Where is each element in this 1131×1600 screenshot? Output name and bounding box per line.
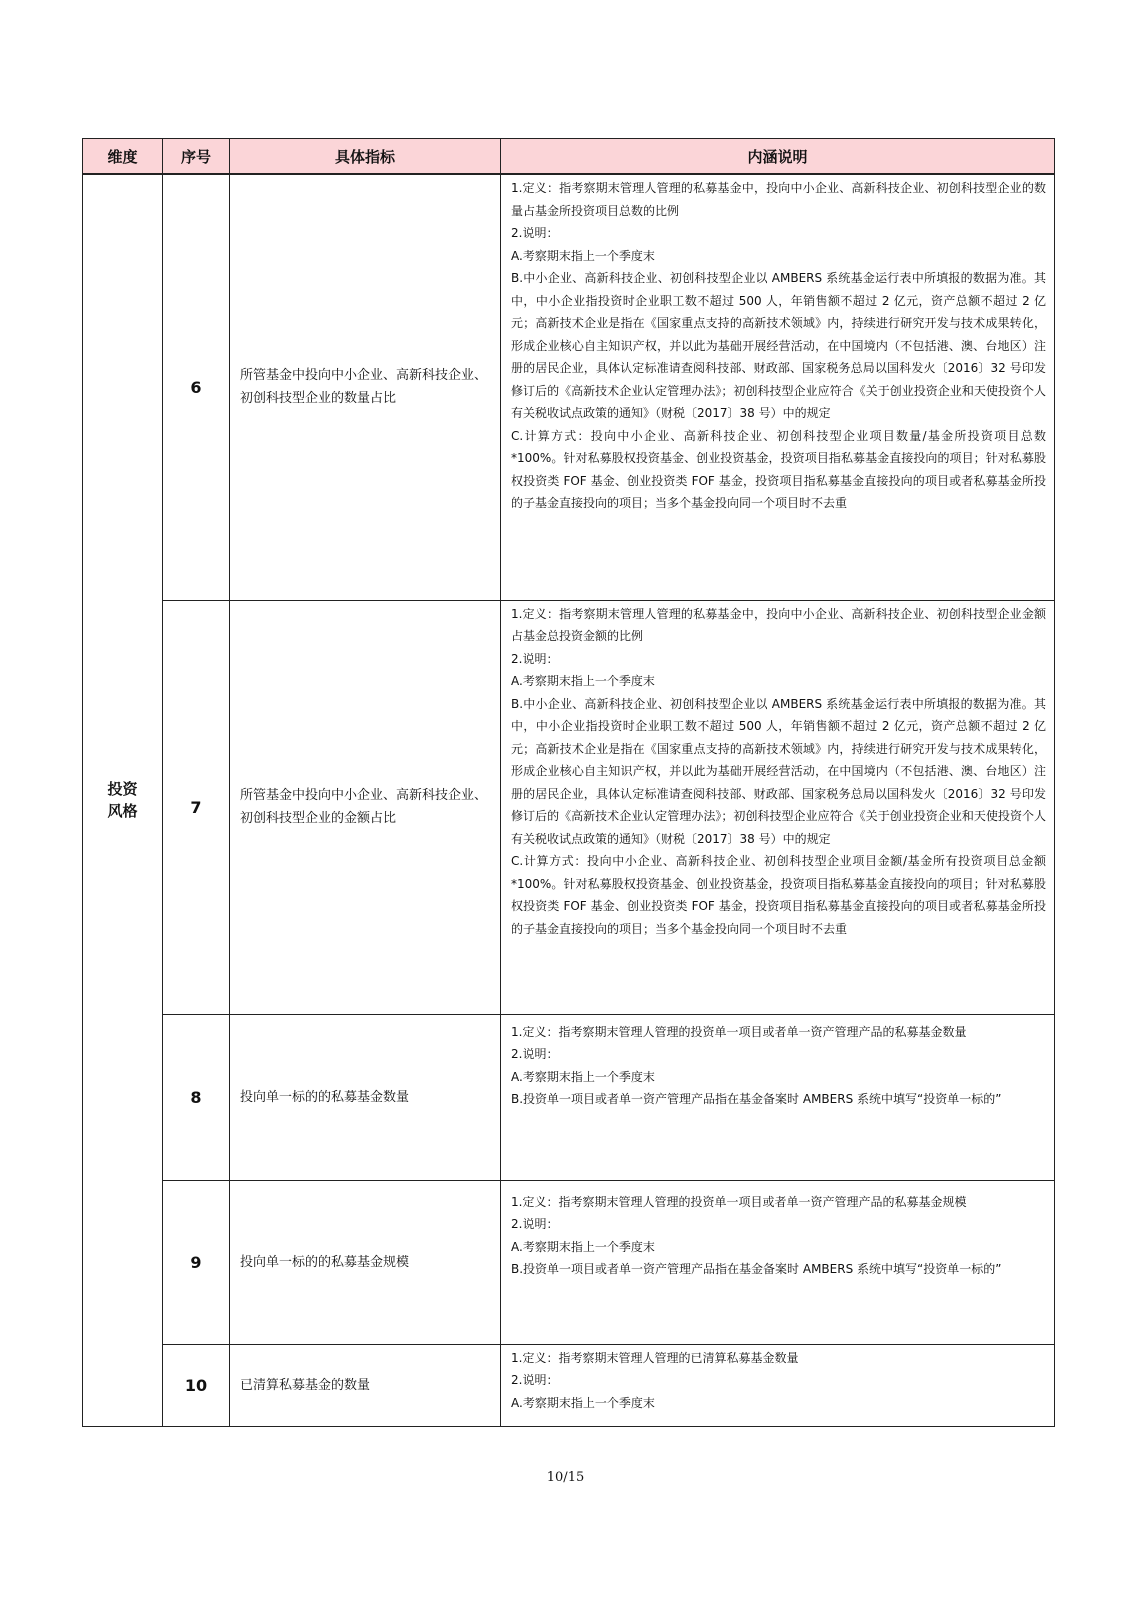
table-row (83, 1344, 1055, 1426)
row-number: 10 (163, 1344, 230, 1426)
description-cell (501, 1344, 1055, 1426)
indicator-name: 所管基金中投向中小企业、高新科技企业、初创科技型企业的数量占比 (230, 174, 501, 600)
indicator-name: 已清算私募基金的数量 (230, 1344, 501, 1426)
table-header-row (83, 139, 1055, 175)
description-line: B.投资单一项目或者单一资产管理产品指在基金备案时 AMBERS 系统中填写“投资单一标的” (511, 1262, 1002, 1276)
description-line: 2.说明： (511, 1217, 559, 1231)
dimension-label-line1: 投资 (107, 780, 138, 799)
description-line: A.考察期末指上一个季度末 (511, 1395, 655, 1410)
description-line: 2.说明： (511, 651, 559, 666)
header-dimension: 维度 (83, 139, 163, 175)
description-line: 2.说明： (511, 1373, 559, 1387)
description-line: 1.定义：指考察期末管理人管理的投资单一项目或者单一资产管理产品的私募基金规模 (511, 1194, 967, 1209)
table-row (83, 600, 1055, 1014)
description-line: 1.定义：指考察期末管理人管理的已清算私募基金数量 (511, 1350, 799, 1365)
description-line: B.中小企业、高新科技企业、初创科技型企业以 AMBERS 系统基金运行表中所填报的数据为准。其中，中小企业指投资时企业职工数不超过 500 人，年销售额不超过 2 亿元，资产总额不超过 2 亿元；高新技术企业是指在《国家重点支持的高新技术领域》内，持续进行研究开发与技术成果转化，形成企业核心自主知识产权，并以此为基础开展经营活动，在中国境内（不包括港、澳、台地区）注册的居民企业，具体认定标准请查阅科技部、财政部、国家税务总局以国科发火〔2016〕32 号印发修订后的《高新技术企业认定管理办法》；初创科技型企业应符合《关于创业投资企业和天使投资个人有关税收试点政策的通知》（财税〔2017〕38 号）中的规定 (511, 271, 1046, 420)
row-number: 6 (163, 174, 230, 600)
description-cell (501, 1180, 1055, 1344)
description-line: A.考察期末指上一个季度末 (511, 674, 655, 688)
description-line: C.计算方式：投向中小企业、高新科技企业、初创科技型企业项目金额/基金所有投资项目总金额*100%。针对私募股权投资基金、创业投资基金，投资项目指私募基金直接投向的项目；针对私募股权投资类 FOF 基金、创业投资类 FOF 基金，投资项目指私募基金直接投向的项目或者私募基金所投的子基金直接投向的项目；当多个基金投向同一个项目时不去重 (511, 854, 1046, 936)
header-description: 内涵说明 (501, 139, 1055, 175)
description-line: 1.定义：指考察期末管理人管理的私募基金中，投向中小企业、高新科技企业、初创科技型企业的数量占基金所投资项目总数的比例 (511, 181, 1046, 218)
description-line: B.投资单一项目或者单一资产管理产品指在基金备案时 AMBERS 系统中填写“投资单一标的” (511, 1092, 1002, 1106)
indicator-table (82, 138, 1055, 1427)
description-cell (501, 174, 1055, 600)
indicator-name: 投向单一标的的私募基金规模 (230, 1180, 501, 1344)
description-line: A.考察期末指上一个季度末 (511, 1069, 655, 1084)
dimension-label-line2: 风格 (107, 802, 138, 821)
table-row (83, 1180, 1055, 1344)
description-line: A.考察期末指上一个季度末 (511, 1239, 655, 1254)
description-line: B.中小企业、高新科技企业、初创科技型企业以 AMBERS 系统基金运行表中所填报的数据为准。其中，中小企业指投资时企业职工数不超过 500 人，年销售额不超过 2 亿元，资产总额不超过 2 亿元；高新技术企业是指在《国家重点支持的高新技术领域》内，持续进行研究开发与技术成果转化，形成企业核心自主知识产权，并以此为基础开展经营活动，在中国境内（不包括港、澳、台地区）注册的居民企业，具体认定标准请查阅科技部、财政部、国家税务总局以国科发火〔2016〕32 号印发修订后的《高新技术企业认定管理办法》；初创科技型企业应符合《关于创业投资企业和天使投资个人有关税收试点政策的通知》（财税〔2017〕38 号）中的规定 (511, 696, 1046, 846)
indicator-name: 投向单一标的的私募基金数量 (230, 1014, 501, 1180)
dimension-cell (83, 174, 163, 1426)
page-number: 10/15 (546, 1470, 585, 1485)
description-line: 2.说明： (511, 1047, 559, 1061)
row-number: 7 (163, 600, 230, 1014)
header-indicator: 具体指标 (230, 139, 501, 175)
description-line: 1.定义：指考察期末管理人管理的私募基金中，投向中小企业、高新科技企业、初创科技型企业金额占基金总投资金额的比例 (511, 606, 1046, 643)
header-number: 序号 (163, 139, 230, 175)
row-number: 9 (163, 1180, 230, 1344)
row-number: 8 (163, 1014, 230, 1180)
indicator-name: 所管基金中投向中小企业、高新科技企业、初创科技型企业的金额占比 (230, 600, 501, 1014)
description-line: 1.定义：指考察期末管理人管理的投资单一项目或者单一资产管理产品的私募基金数量 (511, 1024, 967, 1039)
table-row (83, 174, 1055, 600)
description-line: 2.说明： (511, 226, 559, 240)
description-cell (501, 1014, 1055, 1180)
description-cell (501, 600, 1055, 1014)
description-line: A.考察期末指上一个季度末 (511, 248, 655, 263)
description-line: C.计算方式：投向中小企业、高新科技企业、初创科技型企业项目数量/基金所投资项目总数*100%。针对私募股权投资基金、创业投资基金，投资项目指私募基金直接投向的项目；针对私募股权投资类 FOF 基金、创业投资类 FOF 基金，投资项目指私募基金直接投向的项目或者私募基金所投的子基金直接投向的项目；当多个基金投向同一个项目时不去重 (511, 428, 1046, 510)
table-row (83, 1014, 1055, 1180)
